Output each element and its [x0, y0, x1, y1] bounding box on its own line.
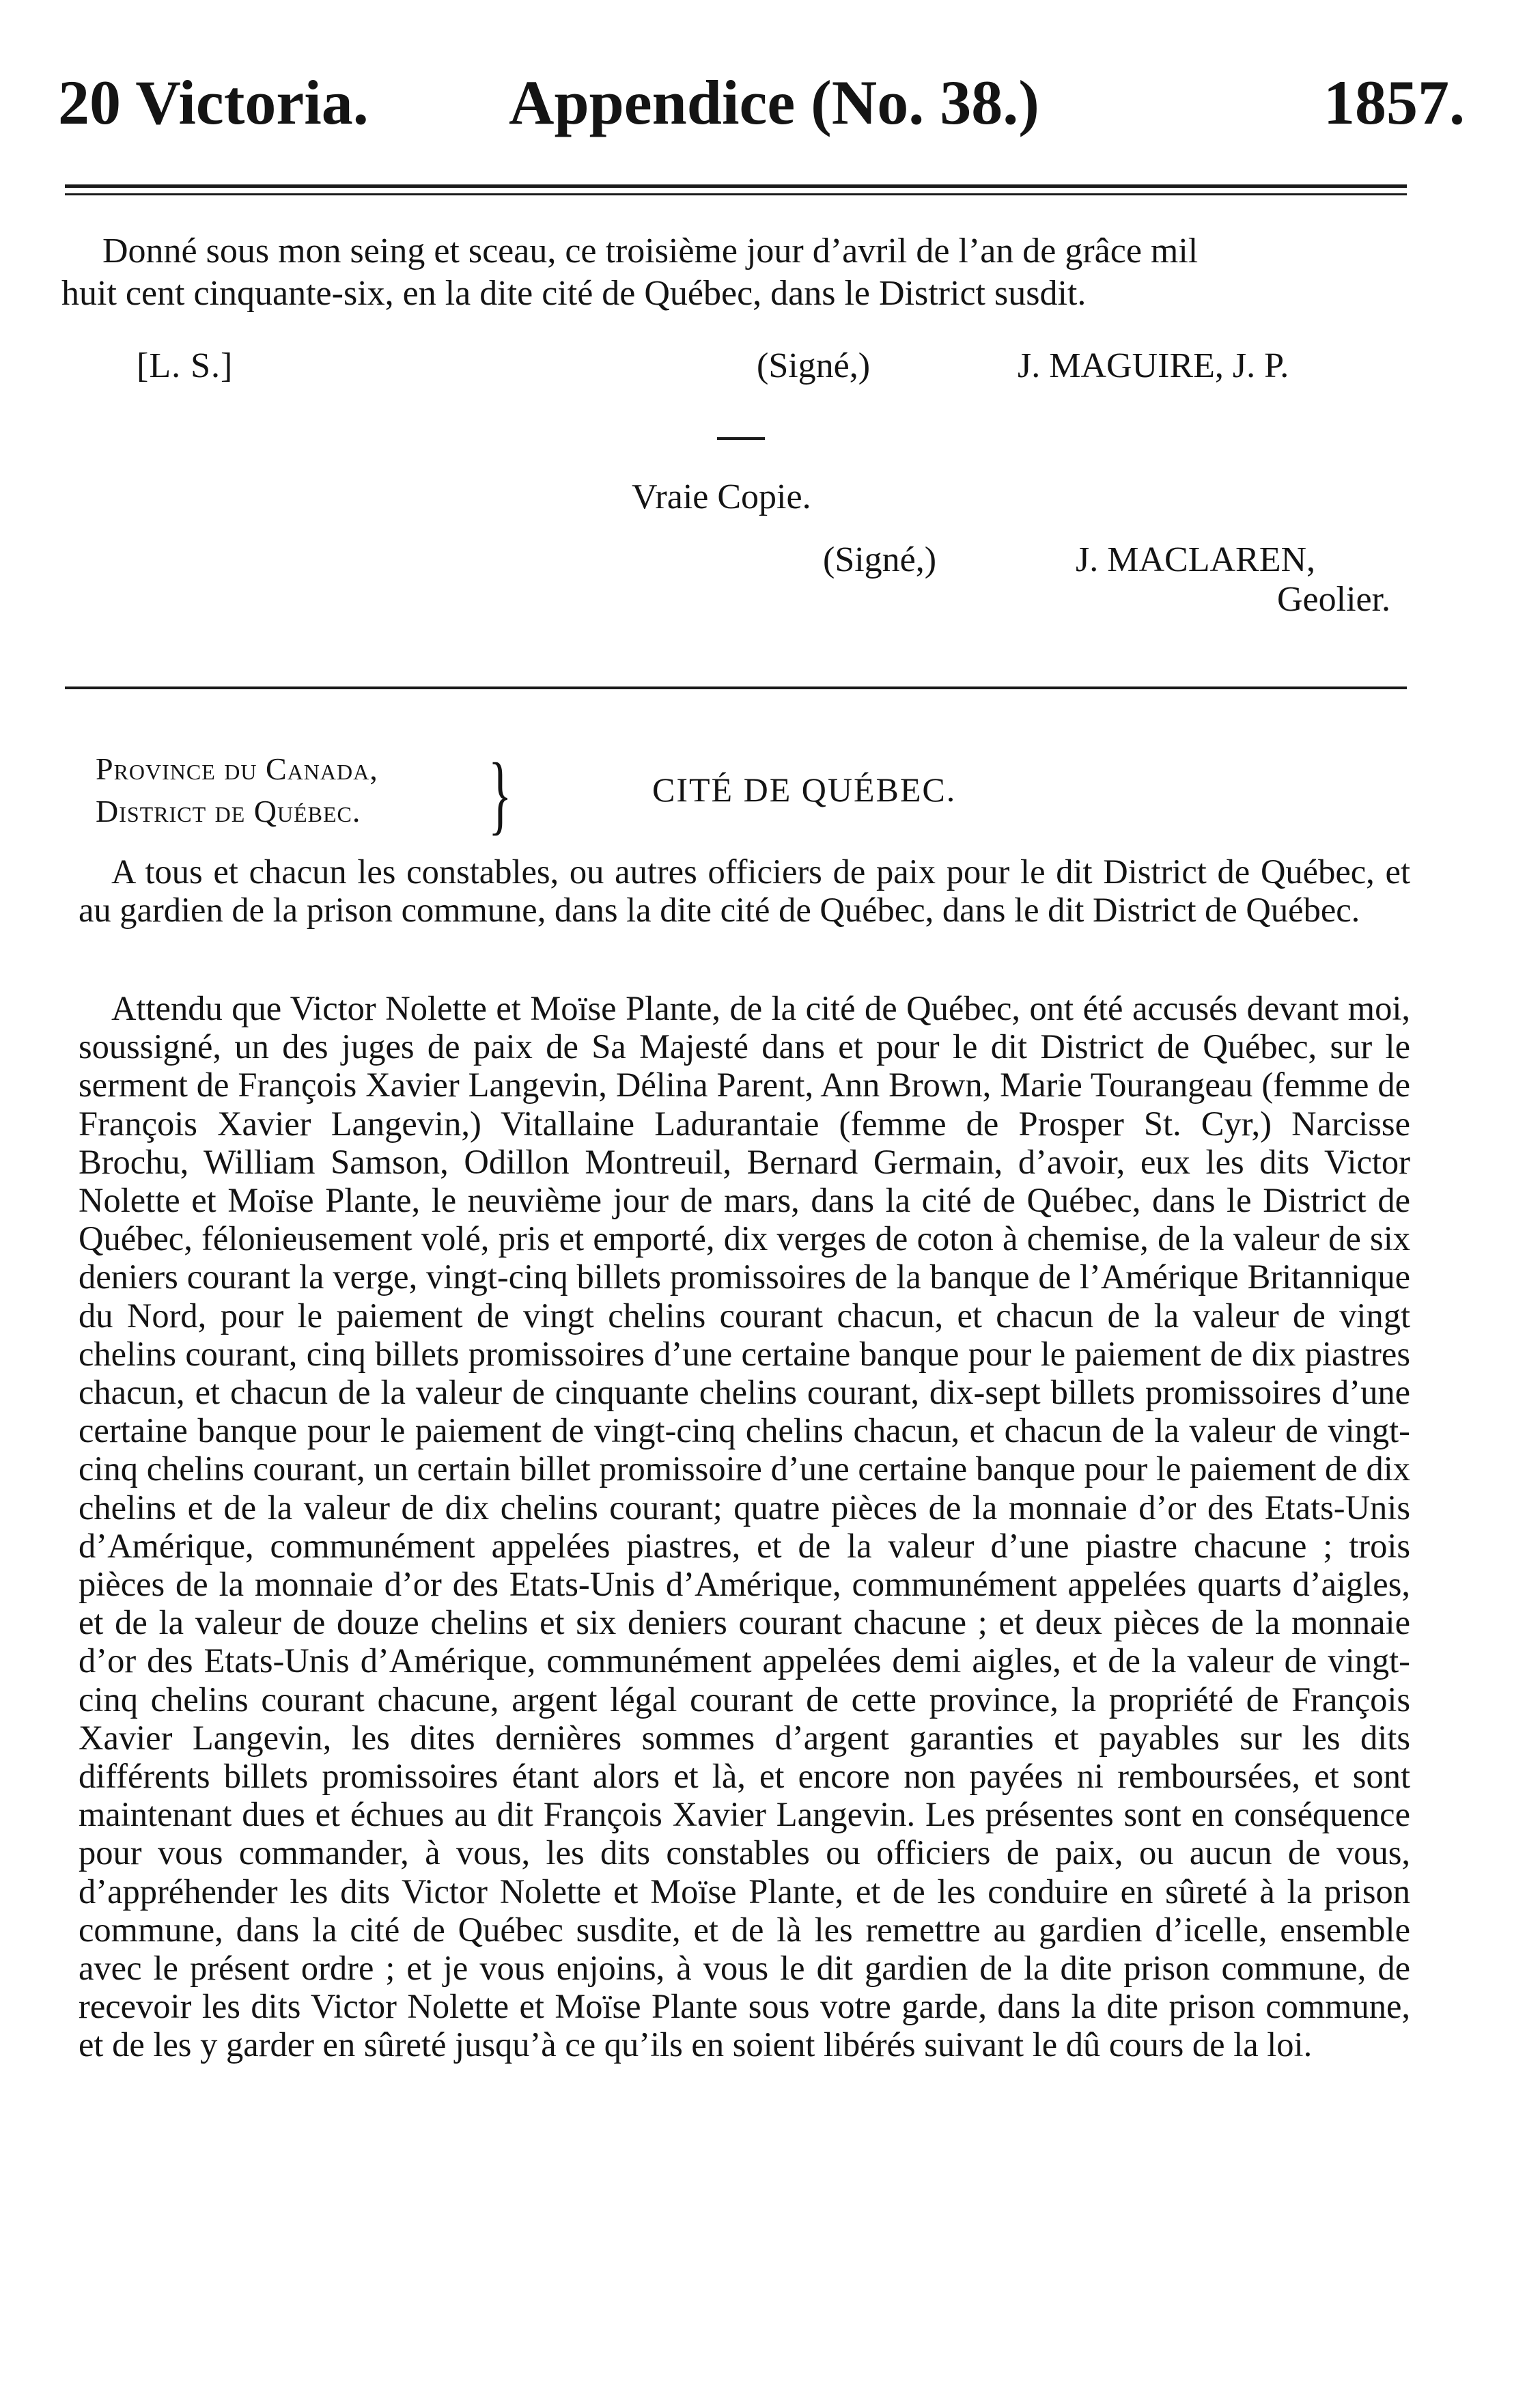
- separator-dash: [717, 437, 765, 440]
- address-paragraph: A tous et chacun les constables, ou autres officiers de paix pour le dit District de Québec, et au gardien de la prison commune, dans la dite cité de Québec, dans le dit District de Québec.: [79, 852, 1410, 930]
- header-session: 20 Victoria.: [58, 68, 369, 137]
- header-rule-thick: [65, 184, 1407, 188]
- signer-2-title: Geolier.: [1277, 580, 1391, 619]
- header-appendix: Appendice (No. 38.): [509, 68, 1039, 137]
- running-header: [58, 65, 1465, 140]
- true-copy-label: Vraie Copie.: [632, 477, 811, 516]
- given-line-1: Donné sous mon seing et sceau, ce troisième jour d’avril de l’an de grâce mil: [102, 232, 1199, 271]
- signer-2: J. MACLAREN,: [1076, 540, 1316, 579]
- province-heading: Province du Canada,: [96, 751, 378, 786]
- given-line-2: huit cent cinquante-six, en la dite cité de Québec, dans le District susdit.: [61, 274, 1087, 313]
- signed-label-1: (Signé,): [757, 346, 871, 385]
- city-heading: CITÉ DE QUÉBEC.: [652, 771, 957, 809]
- section-rule: [65, 687, 1407, 689]
- district-heading: District de Québec.: [96, 794, 361, 829]
- header-rule-thin: [65, 193, 1407, 195]
- warrant-body: [79, 989, 1410, 2064]
- signed-label-2: (Signé,): [823, 540, 937, 579]
- header-year: 1857.: [1324, 68, 1465, 137]
- signer-1: J. MAGUIRE, J. P.: [1018, 346, 1289, 385]
- heading-brace: }: [488, 745, 512, 844]
- warrant-address: [79, 852, 1410, 929]
- seal-mark: [L. S.]: [137, 346, 234, 385]
- body-paragraph: Attendu que Victor Nolette et Moïse Plante, de la cité de Québec, ont été accusés devant moi, soussigné, un des juges de paix de Sa Majesté dans et pour le dit District de Québec, sur le serment de François Xavier Langevin, Délina Parent, Ann Brown, Marie Tourangeau (femme de François Xavier Langevin,) Vitallaine Ladurantaie (femme de Prosper St. Cyr,) Narcisse Brochu, William Samson, Odillon Montreuil, Bernard Germain, d’avoir, eux les dits Victor Nolette et Moïse Plante, le neuvième jour de mars, dans la cité de Québec, dans le District de Québec, félonieusement volé, pris et emporté, dix verges de coton à chemise, de la valeur de six deniers courant la verge, vingt-cinq billets promissoires de la banque de l’Amérique Britannique du Nord, pour le paiement de vingt chelins courant chacun, et chacun de la valeur de vingt chelins courant, cinq billets promissoires d’une certaine banque pour le paiement de dix piastres chacun, et chacun de la valeur de cinquante chelins courant, dix-sept billets promissoires d’une certaine banque pour le paiement de vingt-cinq chelins chacun, et chacun de la valeur de vingt-cinq chelins courant, un certain billet promissoire d’une certaine banque pour le paiement de dix chelins et de la valeur de dix chelins courant; quatre pièces de la monnaie d’or des Etats-Unis d’Amérique, communément appelées piastres, et de la valeur d’une piastre chacune ; trois pièces de la monnaie d’or des Etats-Unis d’Amérique, communément appelées quarts d’aigles, et de la valeur de douze chelins et six deniers courant chacune ; et deux pièces de la monnaie d’or des Etats-Unis d’Amérique, communément appelées demi aigles, et de la valeur de vingt-cinq chelins courant chacune, argent légal courant de cette province, la propriété de François Xavier Langevin, les dites dernières sommes d’argent garanties et payables sur les dits différents billets promissoires étant alors et là, et encore non payées ni remboursées, et sont maintenant dues et échues au dit François Xavier Langevin. Les présentes sont en conséquence pour vous commander, à vous, les dits constables ou officiers de paix, ou aucun de vous, d’appréhender les dits Victor Nolette et Moïse Plante, et de les conduire en sûreté à la prison commune, dans la cité de Québec susdite, et de là les remettre au gardien d’icelle, ensemble avec le présent ordre ; et je vous enjoins, à vous le dit gardien de la dite prison commune, de recevoir les dits Victor Nolette et Moïse Plante sous votre garde, dans la dite prison commune, et de les y garder en sûreté jusqu’à ce qu’ils en soient libérés suivant le dû cours de la loi.: [79, 989, 1410, 2064]
